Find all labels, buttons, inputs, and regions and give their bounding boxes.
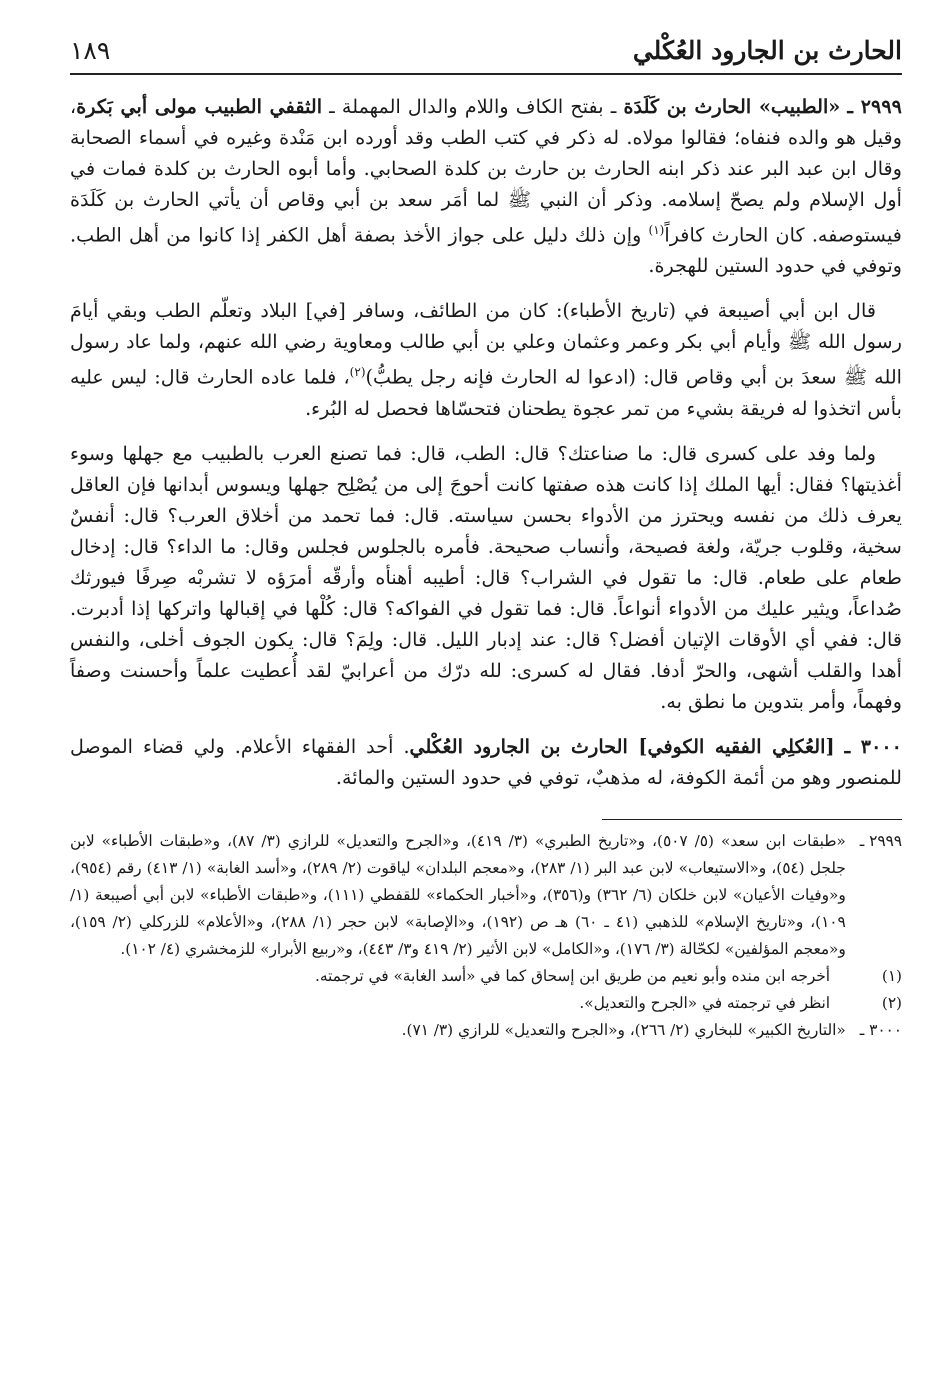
page-number: ١٨٩	[70, 36, 111, 65]
entry-2999-paragraph-3: ولما وفد على كسرى قال: ما صناعتك؟ قال: الطب، قال: فما تصنع العرب بالطبيب مع جهلها وسوء أغذيتها؟ فقال: أيها الملك إذا كانت هذه صفتها كانت أحوجَ إلى من يُصْلِح جهلها ويسوس أبدانها فإن العاقل يعرف ذلك من نفسه ويحترز من الأدواء بحسن سياسته. قال: فما تحمد من أخلاق العرب؟ قال: أنفسٌ سخية، وقلوب جريّة، ولغة فصيحة، وأنساب صحيحة. فأمره بالجلوس فجلس وقال: ما الداء؟ قال: إدخال طعام على طعام. قال: ما تقول في الشراب؟ قال: أطيبه أهنأه وأرقّه أمرَؤه لا تشربْه صِرفًا فيورثك صُداعاً، ويثير عليك من الأدواء أنواعاً. قال: فما تقول في الفواكه؟ قال: كُلْها في إقبالها واتركها إذا أدبرت. قال: ففي أي الأوقات الإتيان أفضل؟ قال: عند إدبار الليل. قال: ولِمَ؟ قال: يكون الجوف أخلى، والنفس أهدا والقلب أشهى، والحرّ أدفا. فقال له كسرى: لله درّك من أعرابيّ لقد أُعطيت علماً وأحسنت وصفاً وفهماً، وأمر بتدوين ما نطق به.	[70, 441, 902, 713]
entry-2999-text-1-end: وإن ذلك دليل على جواز الأخذ بصفة أهل الكفر إذا كانوا من أهل الطب. وتوفي في حدود الستين للهجرة.	[70, 223, 902, 278]
footnote-2999-number: ٢٩٩٩ ـ	[859, 831, 902, 850]
footnote-2	[70, 990, 902, 1017]
entry-3000-paragraph	[70, 731, 902, 793]
entry-3000	[70, 731, 902, 793]
book-page	[70, 36, 902, 1044]
footnote-1	[70, 963, 902, 990]
running-title: الحارث بن الجارود العُكْلي	[632, 36, 902, 65]
footnote-divider	[602, 819, 902, 820]
entry-2999-number: ٢٩٩٩ ـ	[847, 95, 902, 118]
footnote-ref-1[interactable]: (١)	[648, 223, 665, 237]
page-header	[70, 36, 902, 75]
entry-2999-head: «الطبيب» الحارث بن كَلَدَة	[623, 95, 841, 118]
footnote-3000-number: ٣٠٠٠ ـ	[859, 1020, 902, 1039]
footnote-3000	[70, 1017, 902, 1044]
footnotes	[70, 819, 902, 1044]
footnote-1-text: أخرجه ابن منده وأبو نعيم من طريق ابن إسحاق كما في «أسد الغابة» في ترجمته.	[314, 966, 830, 985]
footnote-2999-text: «طبقات ابن سعد» (٥/ ٥٠٧)، و«تاريخ الطبري» (٣/ ٤١٩)، و«الجرح والتعديل» للرازي (٣/ ٨٧)، و«طبقات الأطباء» لابن جلجل (٥٤)، و«الاستيعاب» لابن عبد البر (١/ ٢٨٣)، و«معجم البلدان» لياقوت (٢/ ٢٨٩)، و«أسد الغابة» (١/ ٤١٣) رقم (٩٥٤)، و«وفيات الأعيان» لابن خلكان (٦/ ٣٦٢) و(٣٥٦)، و«أخبار الحكماء» للقفطي (١١١)، و«طبقات الأطباء» لابن أبي أصيبعة (١/ ١٠٩)، و«تاريخ الإسلام» للذهبي (٤١ ـ ٦٠) هـ ص (١٩٢)، و«الإصابة» لابن حجر (١/ ٢٨٨)، و«الأعلام» للزركلي (٢/ ١٥٩)، و«معجم المؤلفين» لكحّالة (٣/ ١٧٦)، و«الكامل» لابن الأثير (٢/ ٤١٩ و٣/ ٤٤٣)، و«ربيع الأبرار» للزمخشري (٤/ ١٠٢).	[70, 831, 846, 958]
entry-2999-intro: ـ بفتح الكاف واللام والدال المهملة ـ	[322, 95, 624, 118]
footnote-ref-2[interactable]: (٢)	[349, 365, 366, 380]
entry-2999-text-1: ، وقيل هو والده فنفاه؛ فقالوا مولاه. له ذكر في كتب الطب وقد أورده ابن مَنْدة وغيره في أسماء الصحابة وقال ابن عبد البر عند ذكر ابنه الحارث بن حارث بن كلدة الصحابي. وأما أبوه الحارث بن كلدة فمات في أول الإسلام ولم يصحّ إسلامه. وذكر أن النبي ﷺ لما أمَر سعد بن أبي وقاص أن يأتي الحارث بن كَلَدَة فيستوصفه. كان الحارث كافراً	[70, 95, 902, 247]
footnote-2999	[70, 828, 902, 963]
entry-2999	[70, 91, 902, 717]
entry-3000-text: . أحد الفقهاء الأعلام. ولي قضاء الموصل للمنصور وهو من أئمة الكوفة، له مذهبٌ، توفي في حدود الستين والمائة.	[70, 734, 902, 789]
footnote-3000-text: «التاريخ الكبير» للبخاري (٢/ ٢٦٦)، و«الجرح والتعديل» للرازي (٣/ ٧١).	[401, 1020, 846, 1039]
entry-3000-head: [العُكلِي الفقيه الكوفي] الحارث بن الجارود العُكْلي	[409, 734, 835, 758]
entry-2999-paragraph-2	[70, 295, 902, 423]
entry-3000-number: ٣٠٠٠ ـ	[844, 734, 902, 758]
entry-2999-nisba: الثقفي الطبيب مولى أبي بَكرة	[76, 95, 323, 118]
entry-2999-text-2b: ، فلما عاده الحارث قال: ليس عليه بأس اتخذوا له فريقة بشيء من تمر عجوة يطحنان فتحسّاها فحصل له البُرء.	[70, 365, 902, 420]
entry-2999-paragraph-1	[70, 91, 902, 281]
entry-2999-text-2a: قال ابن أبي أصيبعة في (تاريخ الأطباء): كان من الطائف، وسافر [في] البلاد وتعلّم الطب وبقي أيامَ رسول الله ﷺ وأيام أبي بكر وعمر وعثمان وعلي بن أبي طالب ومعاوية رضي الله عنهم، ولما عاد رسول الله ﷺ سعدَ بن أبي وقاص قال: (ادعوا له الحارث فإنه رجل يطبُّ)	[70, 299, 902, 389]
footnote-2-number: (٢)	[881, 993, 902, 1012]
footnote-2-text: انظر في ترجمته في «الجرح والتعديل».	[579, 993, 830, 1012]
footnote-1-number: (١)	[881, 966, 902, 985]
